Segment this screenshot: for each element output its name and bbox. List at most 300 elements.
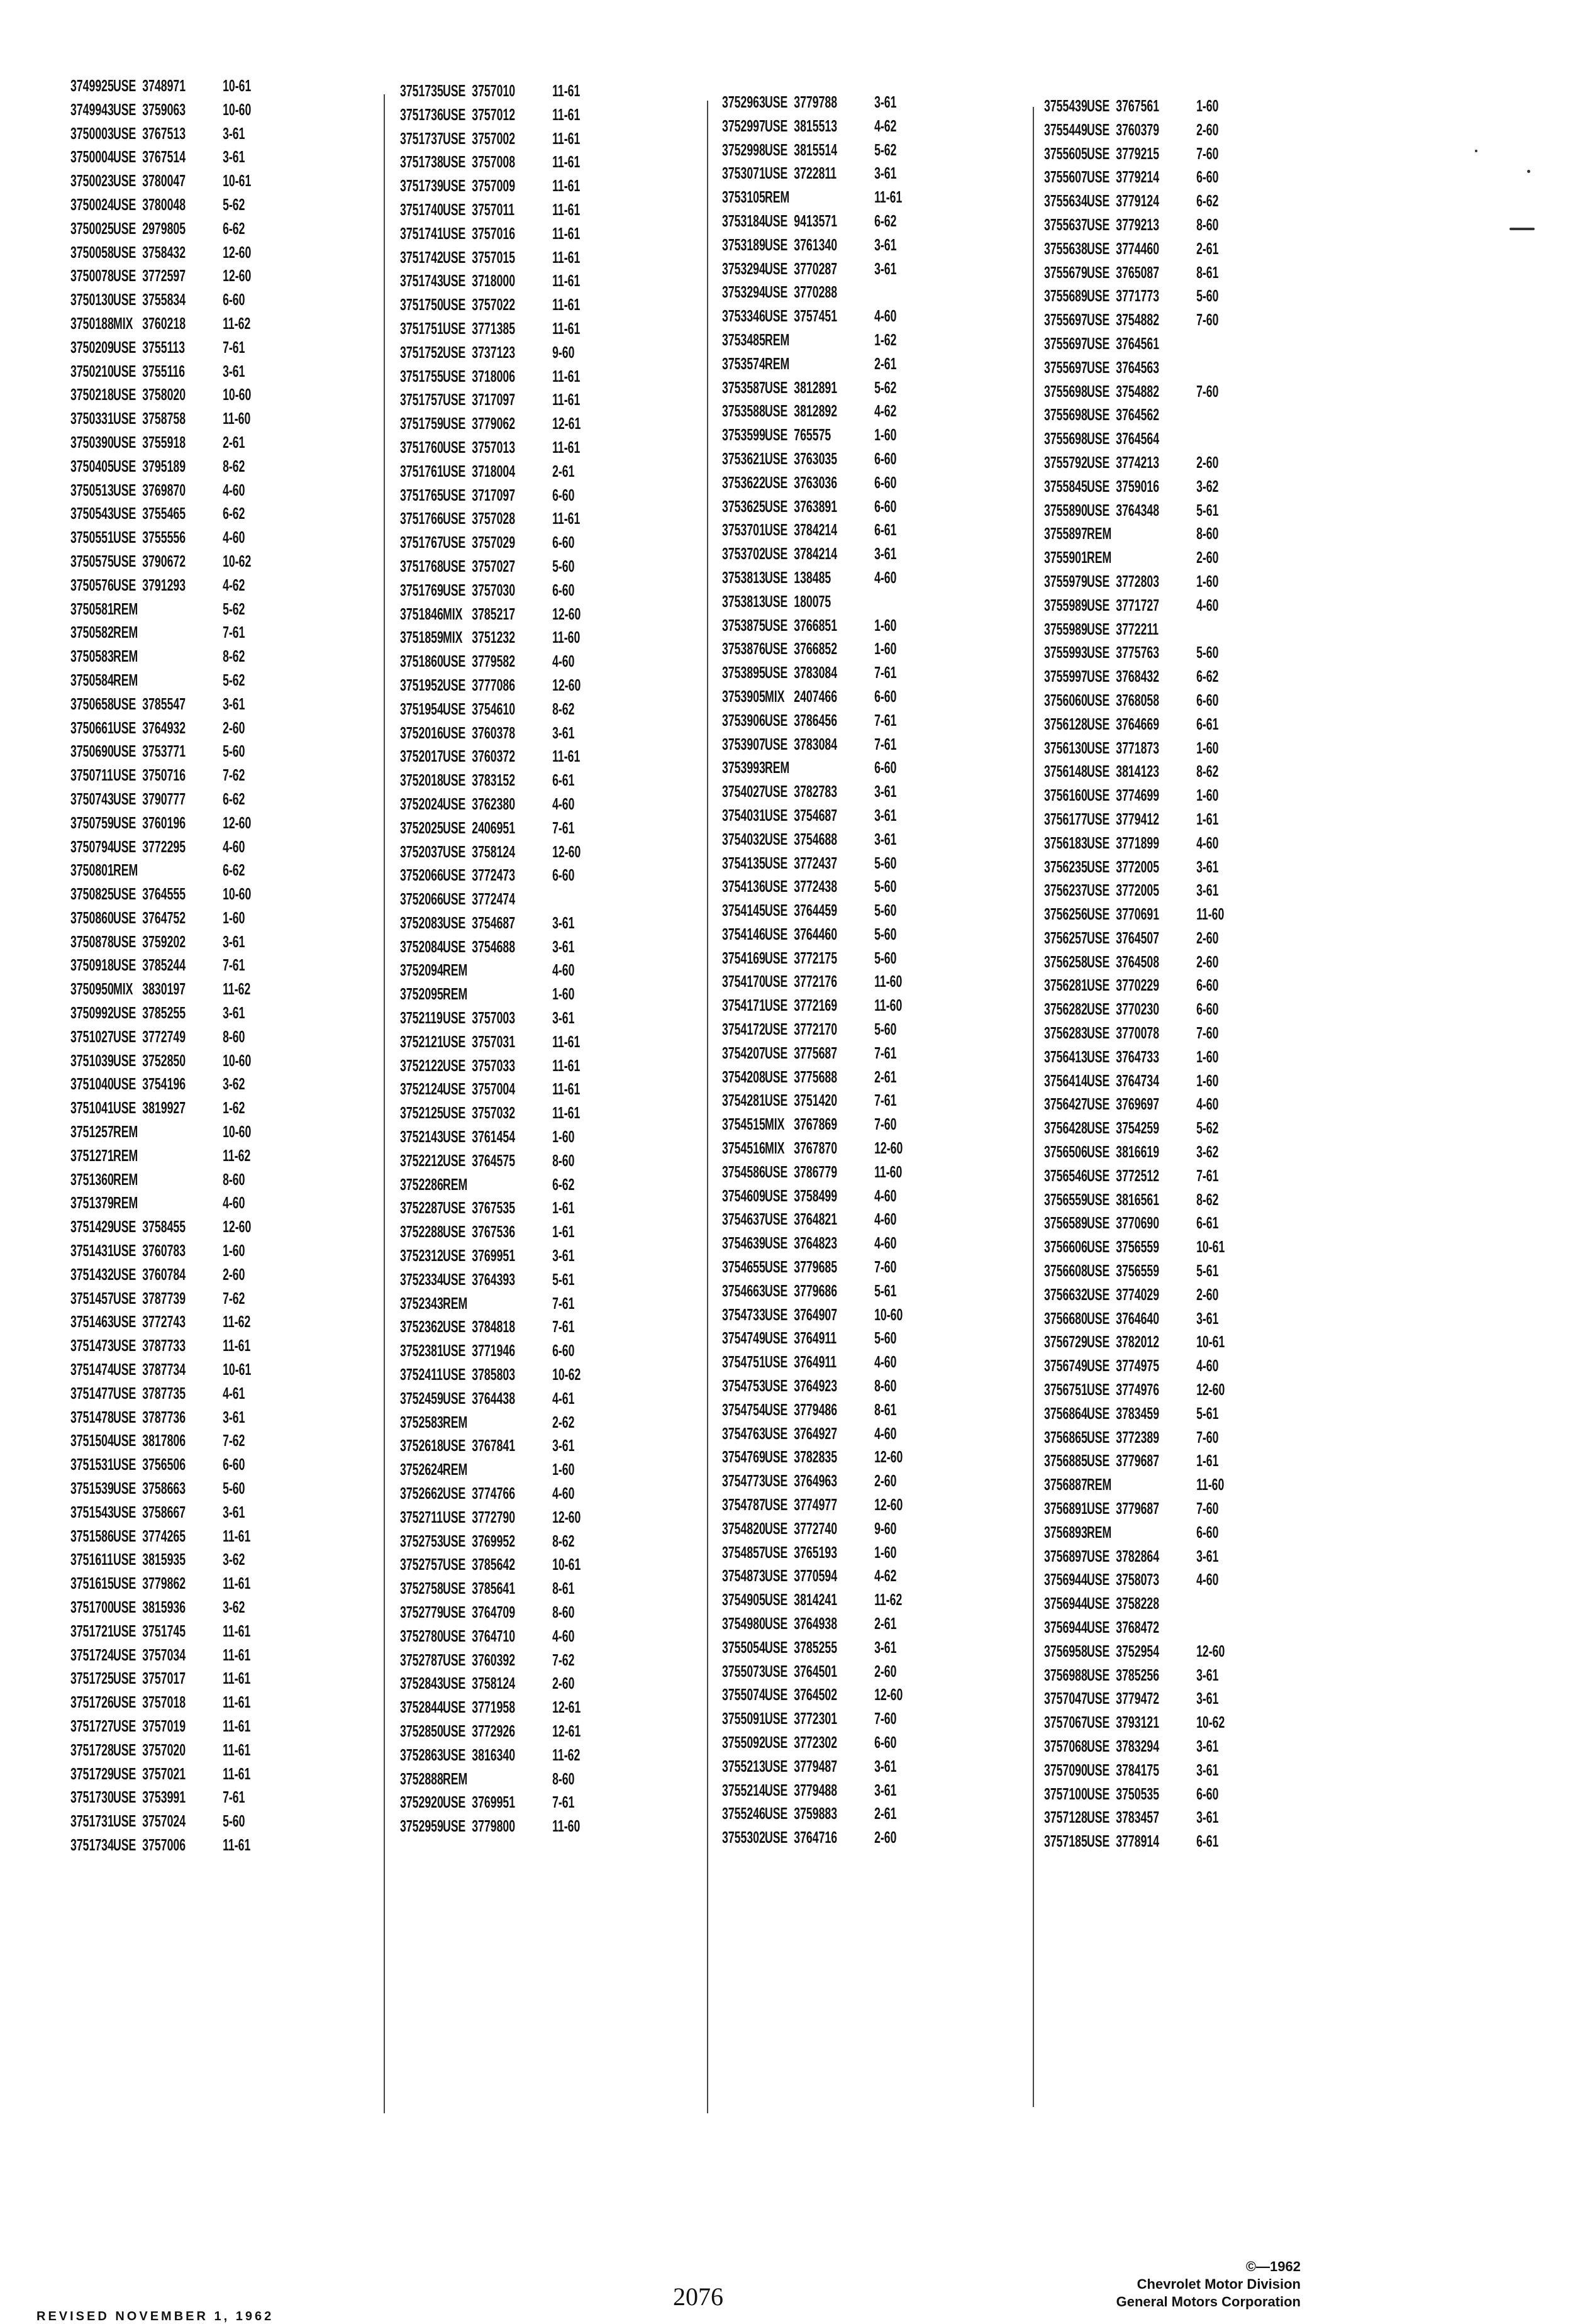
part-entry-date: 5-61 bbox=[1196, 1403, 1219, 1423]
part-entry-date: 8-60 bbox=[874, 1376, 897, 1396]
part-entry-ref: 3780048 bbox=[142, 194, 186, 214]
part-entry-act: REM bbox=[113, 1169, 138, 1189]
part-entry-date: 3-61 bbox=[1196, 1689, 1219, 1708]
part-entry-ref: 3760372 bbox=[472, 747, 516, 766]
part-entry-part: 3756751 bbox=[1044, 1380, 1087, 1399]
part-entry-date: 4-60 bbox=[874, 567, 897, 587]
part-entry-ref: 3779472 bbox=[1116, 1689, 1160, 1708]
part-entry-act: USE bbox=[443, 913, 466, 932]
part-entry-act: REM bbox=[443, 1293, 468, 1313]
part-entry-ref: 3814123 bbox=[1116, 762, 1160, 781]
part-entry-date: 1-60 bbox=[1196, 96, 1219, 115]
part-entry-ref: 3771899 bbox=[1116, 833, 1160, 852]
part-entry-act: USE bbox=[113, 385, 136, 404]
part-entry-date: 3-61 bbox=[552, 1246, 575, 1265]
part-entry-act: USE bbox=[113, 1288, 136, 1308]
part-entry-part: 3754873 bbox=[722, 1566, 765, 1586]
part-entry-part: 3752016 bbox=[400, 723, 443, 742]
part-entry-date: 11-60 bbox=[874, 996, 903, 1015]
part-entry-ref: 3779412 bbox=[1116, 809, 1160, 828]
part-entry-date: 1-60 bbox=[1196, 1070, 1219, 1090]
part-entry-part: 3755845 bbox=[1044, 476, 1087, 496]
part-entry-date: 4-60 bbox=[552, 794, 575, 813]
part-entry-act: USE bbox=[113, 1431, 136, 1450]
part-entry-ref: 3758667 bbox=[142, 1502, 186, 1521]
part-entry-date: 2-61 bbox=[552, 461, 575, 481]
part-entry-date: 10-61 bbox=[223, 1360, 252, 1379]
part-entry-part: 3754787 bbox=[722, 1495, 765, 1515]
part-entry-part: 3755698 bbox=[1044, 405, 1087, 425]
part-entry-ref: 3764640 bbox=[1116, 1308, 1160, 1328]
part-entry-ref: 3752954 bbox=[1116, 1641, 1160, 1660]
part-entry-part: 3750218 bbox=[70, 385, 114, 404]
part-entry-ref: 3790672 bbox=[142, 551, 186, 570]
part-entry-act: USE bbox=[113, 1360, 136, 1379]
part-entry-date: 5-60 bbox=[874, 1328, 897, 1348]
part-entry-act: USE bbox=[765, 1020, 788, 1039]
column-divider bbox=[707, 101, 708, 2113]
part-entry-act: USE bbox=[113, 1098, 136, 1118]
part-entry-part: 3756893 bbox=[1044, 1522, 1087, 1542]
part-entry-date: 6-60 bbox=[1196, 690, 1219, 709]
part-entry-ref: 3737123 bbox=[472, 342, 516, 362]
part-entry-ref: 3785642 bbox=[472, 1555, 516, 1574]
part-entry-part: 3756258 bbox=[1044, 952, 1087, 971]
part-entry-act: USE bbox=[1087, 214, 1110, 234]
part-entry-date: 7-61 bbox=[874, 1043, 897, 1062]
part-entry-ref: 3717097 bbox=[472, 390, 516, 409]
part-entry-act: USE bbox=[443, 747, 466, 766]
part-entry-part: 3756897 bbox=[1044, 1546, 1087, 1565]
part-entry-act: USE bbox=[1087, 1499, 1110, 1518]
part-entry-ref: 3785641 bbox=[472, 1579, 516, 1598]
part-entry-part: 3753625 bbox=[722, 496, 765, 516]
part-entry-date: 5-60 bbox=[874, 853, 897, 872]
part-entry-act: USE bbox=[765, 591, 788, 611]
part-entry-date: 8-60 bbox=[223, 1169, 245, 1189]
part-entry-part: 3752381 bbox=[400, 1341, 443, 1360]
part-entry-act: USE bbox=[443, 128, 466, 148]
part-entry-part: 3751952 bbox=[400, 675, 443, 694]
part-entry-act: USE bbox=[765, 615, 788, 635]
part-entry-ref: 3758020 bbox=[142, 385, 186, 404]
part-entry-part: 3756559 bbox=[1044, 1189, 1087, 1209]
part-entry-part: 3755698 bbox=[1044, 381, 1087, 401]
part-entry-part: 3751765 bbox=[400, 485, 443, 504]
part-entry-part: 3750210 bbox=[70, 361, 114, 381]
part-entry-date: 4-60 bbox=[223, 837, 245, 856]
part-entry-part: 3754637 bbox=[722, 1209, 765, 1229]
part-entry-date: 11-61 bbox=[552, 247, 581, 267]
part-entry-date: 7-60 bbox=[874, 1709, 897, 1728]
part-entry-ref: 3757010 bbox=[472, 81, 516, 100]
part-entry-act: USE bbox=[1087, 976, 1110, 995]
part-entry-date: 3-61 bbox=[874, 805, 897, 825]
part-entry-date: 6-62 bbox=[223, 789, 245, 808]
part-entry-ref: 3760218 bbox=[142, 313, 186, 333]
part-entry-ref: 3774213 bbox=[1116, 452, 1160, 472]
part-entry-act: USE bbox=[1087, 1047, 1110, 1066]
part-entry-ref: 3774975 bbox=[1116, 1356, 1160, 1376]
part-entry-date: 11-61 bbox=[223, 1693, 251, 1712]
part-entry-part: 3755901 bbox=[1044, 548, 1087, 567]
part-entry-act: USE bbox=[443, 1008, 466, 1028]
part-entry-ref: 3764963 bbox=[794, 1471, 838, 1491]
part-entry-ref: 3772005 bbox=[1116, 881, 1160, 900]
part-entry-date: 11-61 bbox=[552, 1055, 581, 1075]
part-entry-act: USE bbox=[1087, 1736, 1110, 1755]
part-entry-date: 2-60 bbox=[1196, 952, 1219, 971]
part-entry-ref: 3755116 bbox=[142, 361, 186, 381]
part-entry-date: 12-61 bbox=[552, 1721, 581, 1740]
part-entry-part: 3752624 bbox=[400, 1460, 443, 1479]
part-entry-part: 3750078 bbox=[70, 266, 114, 286]
part-entry-date: 11-62 bbox=[223, 1312, 251, 1332]
part-entry-date: 1-60 bbox=[874, 425, 897, 445]
part-entry-part: 3754586 bbox=[722, 1162, 765, 1181]
part-entry-part: 3755698 bbox=[1044, 429, 1087, 448]
part-entry-act: USE bbox=[113, 931, 136, 951]
part-entry-part: 3752844 bbox=[400, 1698, 443, 1717]
part-entry-date: 11-61 bbox=[552, 1031, 581, 1051]
part-entry-part: 3754032 bbox=[722, 829, 765, 848]
part-entry-date: 1-61 bbox=[552, 1198, 575, 1218]
part-entry-act: USE bbox=[765, 496, 788, 516]
part-entry-act: USE bbox=[1087, 762, 1110, 781]
part-entry-date: 11-61 bbox=[223, 1835, 251, 1854]
part-entry-part: 3751725 bbox=[70, 1669, 114, 1688]
part-entry-act: USE bbox=[443, 176, 466, 196]
part-entry-part: 3752037 bbox=[400, 842, 443, 861]
part-entry-date: 11-62 bbox=[223, 313, 251, 333]
part-entry-ref: 3772743 bbox=[142, 1312, 186, 1332]
part-entry-date: 10-62 bbox=[1196, 1713, 1225, 1732]
part-entry-date: 10-60 bbox=[223, 1050, 252, 1070]
part-entry-part: 3757090 bbox=[1044, 1760, 1087, 1779]
part-entry-ref: 3779686 bbox=[794, 1281, 838, 1300]
part-entry-ref: 3779062 bbox=[472, 414, 516, 433]
part-entry-ref: 3770594 bbox=[794, 1566, 838, 1586]
part-entry-date: 6-60 bbox=[1196, 1522, 1219, 1542]
part-entry-part: 3757128 bbox=[1044, 1808, 1087, 1827]
part-entry-date: 1-60 bbox=[1196, 1047, 1219, 1066]
part-entry-date: 1-60 bbox=[1196, 786, 1219, 805]
part-entry-date: 2-61 bbox=[874, 1614, 897, 1633]
part-entry-act: USE bbox=[113, 1716, 136, 1735]
part-entry-date: 6-60 bbox=[874, 496, 897, 516]
part-entry-act: USE bbox=[443, 1388, 466, 1408]
part-entry-ref: 3757009 bbox=[472, 176, 516, 196]
part-entry-part: 3753905 bbox=[722, 686, 765, 706]
part-entry-date: 2-60 bbox=[223, 718, 245, 737]
part-entry-ref: 3772437 bbox=[794, 853, 838, 872]
part-entry-act: USE bbox=[765, 1304, 788, 1324]
part-entry-date: 3-61 bbox=[874, 259, 897, 278]
part-entry-part: 3752998 bbox=[722, 140, 765, 159]
part-entry-act: USE bbox=[765, 1542, 788, 1562]
part-entry-act: USE bbox=[1087, 1618, 1110, 1637]
copyright-notice: ©—1962 bbox=[1245, 2259, 1301, 2274]
part-entry-part: 3751474 bbox=[70, 1360, 114, 1379]
part-entry-date: 3-61 bbox=[223, 147, 245, 167]
part-entry-act: USE bbox=[1087, 1427, 1110, 1447]
part-entry-date: 11-61 bbox=[223, 1716, 251, 1735]
part-entry-date: 11-61 bbox=[552, 295, 581, 314]
part-entry-act: USE bbox=[113, 1407, 136, 1426]
part-entry-date: 12-60 bbox=[223, 242, 252, 262]
part-entry-part: 3751429 bbox=[70, 1217, 114, 1237]
part-entry-act: USE bbox=[443, 1246, 466, 1265]
part-entry-date: 3-61 bbox=[874, 1780, 897, 1799]
part-entry-ref: 3770078 bbox=[1116, 1023, 1160, 1043]
part-entry-act: USE bbox=[765, 1637, 788, 1657]
part-entry-act: USE bbox=[765, 1661, 788, 1681]
part-entry-part: 3751729 bbox=[70, 1764, 114, 1783]
part-entry-ref: 3752850 bbox=[142, 1050, 186, 1070]
part-entry-act: USE bbox=[1087, 857, 1110, 876]
part-entry-ref: 3764575 bbox=[472, 1150, 516, 1170]
part-entry-act: USE bbox=[113, 1621, 136, 1640]
part-entry-part: 3752312 bbox=[400, 1246, 443, 1265]
part-entry-ref: 3759202 bbox=[142, 931, 186, 951]
part-entry-date: 11-61 bbox=[223, 1526, 251, 1545]
part-entry-ref: 3764911 bbox=[794, 1328, 837, 1348]
part-entry-date: 2-60 bbox=[1196, 1284, 1219, 1304]
part-entry-ref: 3754687 bbox=[794, 805, 838, 825]
part-entry-part: 3757067 bbox=[1044, 1713, 1087, 1732]
part-entry-part: 3756177 bbox=[1044, 809, 1087, 828]
part-entry-part: 3756148 bbox=[1044, 762, 1087, 781]
part-entry-date: 2-62 bbox=[552, 1412, 575, 1432]
part-entry-ref: 3782835 bbox=[794, 1447, 838, 1467]
part-entry-date: 5-61 bbox=[552, 1269, 575, 1289]
part-entry-act: USE bbox=[443, 437, 466, 457]
part-entry-date: 4-60 bbox=[874, 1209, 897, 1229]
part-entry-part: 3753574 bbox=[722, 353, 765, 373]
part-entry-act: USE bbox=[1087, 1380, 1110, 1399]
part-entry-date: 2-60 bbox=[1196, 548, 1219, 567]
part-entry-act: USE bbox=[113, 409, 136, 428]
part-entry-act: USE bbox=[443, 1721, 466, 1740]
part-entry-date: 6-60 bbox=[874, 758, 897, 777]
part-entry-ref: 3779488 bbox=[794, 1780, 838, 1799]
part-entry-date: 7-60 bbox=[1196, 143, 1219, 163]
part-entry-date: 12-60 bbox=[874, 1447, 903, 1467]
part-entry-act: USE bbox=[113, 290, 136, 309]
part-entry-act: USE bbox=[113, 1479, 136, 1498]
part-entry-date: 11-61 bbox=[552, 390, 581, 409]
part-entry-part: 3753876 bbox=[722, 639, 765, 659]
part-entry-part: 3752143 bbox=[400, 1127, 443, 1147]
part-entry-date: 12-60 bbox=[552, 604, 581, 623]
part-entry-part: 3750711 bbox=[70, 765, 113, 785]
part-entry-part: 3751751 bbox=[400, 318, 443, 338]
part-entry-date: 7-60 bbox=[874, 1115, 897, 1134]
part-entry-date: 6-60 bbox=[552, 485, 575, 504]
part-entry-date: 12-60 bbox=[552, 842, 581, 861]
part-entry-ref: 3772926 bbox=[472, 1721, 516, 1740]
part-entry-date: 3-61 bbox=[552, 1008, 575, 1028]
part-entry-act: USE bbox=[765, 1209, 788, 1229]
part-entry-date: 2-61 bbox=[874, 1067, 897, 1086]
part-entry-part: 3752863 bbox=[400, 1745, 443, 1764]
part-entry-ref: 3785256 bbox=[1116, 1665, 1160, 1684]
part-entry-part: 3752066 bbox=[400, 865, 443, 885]
part-entry-ref: 3783084 bbox=[794, 663, 838, 682]
part-entry-act: USE bbox=[443, 509, 466, 528]
part-entry-date: 6-62 bbox=[223, 218, 245, 238]
part-entry-ref: 3758432 bbox=[142, 242, 186, 262]
part-entry-date: 12-60 bbox=[223, 266, 252, 286]
part-entry-act: USE bbox=[113, 1074, 136, 1094]
part-entry-ref: 3775687 bbox=[794, 1043, 838, 1062]
part-entry-act: USE bbox=[113, 1787, 136, 1807]
part-entry-part: 3751478 bbox=[70, 1407, 114, 1426]
part-entry-part: 3752119 bbox=[400, 1008, 443, 1028]
part-entry-date: 4-60 bbox=[1196, 833, 1219, 852]
part-entry-part: 3751543 bbox=[70, 1502, 114, 1521]
part-entry-part: 3756427 bbox=[1044, 1094, 1087, 1114]
part-entry-date: 5-60 bbox=[223, 742, 245, 761]
part-entry-date: 11-62 bbox=[552, 1745, 581, 1764]
part-entry-date: 11-61 bbox=[552, 176, 581, 196]
part-entry-ref: 3779862 bbox=[142, 1574, 186, 1593]
part-entry-act: USE bbox=[113, 123, 136, 143]
part-entry-date: 3-61 bbox=[1196, 857, 1219, 876]
part-entry-date: 5-60 bbox=[874, 924, 897, 943]
part-entry-ref: 3772512 bbox=[1116, 1165, 1160, 1185]
part-entry-act: MIX bbox=[113, 313, 133, 333]
part-entry-date: 3-61 bbox=[1196, 1736, 1219, 1755]
part-entry-date: 7-61 bbox=[552, 1317, 575, 1337]
part-entry-part: 3755997 bbox=[1044, 667, 1087, 686]
part-entry-act: USE bbox=[443, 1793, 466, 1812]
part-entry-part: 3751740 bbox=[400, 199, 443, 219]
division-name: Chevrolet Motor Division bbox=[1137, 2276, 1301, 2292]
part-entry-ref: 3717097 bbox=[472, 485, 516, 504]
part-entry-ref: 3764507 bbox=[1116, 928, 1160, 947]
part-entry-part: 3753184 bbox=[722, 211, 765, 230]
part-entry-date: 3-61 bbox=[223, 1502, 245, 1521]
part-entry-date: 8-60 bbox=[552, 1150, 575, 1170]
part-entry-ref: 3779486 bbox=[794, 1399, 838, 1419]
part-entry-act: USE bbox=[443, 842, 466, 861]
part-entry-date: 8-60 bbox=[552, 1603, 575, 1621]
part-entry-part: 3753621 bbox=[722, 448, 765, 468]
part-entry-date: 6-60 bbox=[552, 1341, 575, 1360]
part-entry-ref: 3772301 bbox=[794, 1709, 838, 1728]
part-entry-ref: 3767535 bbox=[472, 1198, 516, 1218]
part-entry-ref: 3771727 bbox=[1116, 595, 1160, 614]
part-entry-date: 3-61 bbox=[552, 937, 575, 956]
part-entry-act: USE bbox=[765, 853, 788, 872]
part-entry-part: 3756428 bbox=[1044, 1118, 1087, 1138]
part-entry-act: USE bbox=[765, 1186, 788, 1205]
part-entry-act: USE bbox=[1087, 405, 1110, 425]
part-entry-act: USE bbox=[765, 211, 788, 230]
part-entry-part: 3751726 bbox=[70, 1693, 114, 1712]
part-entry-act: USE bbox=[1087, 1665, 1110, 1684]
part-entry-act: USE bbox=[1087, 1237, 1110, 1257]
part-entry-ref: 3770691 bbox=[1116, 904, 1160, 924]
part-entry-part: 3756891 bbox=[1044, 1499, 1087, 1518]
part-entry-date: 6-60 bbox=[552, 865, 575, 885]
part-entry-ref: 3768432 bbox=[1116, 667, 1160, 686]
part-entry-act: USE bbox=[443, 81, 466, 100]
part-entry-act: REM bbox=[443, 1412, 468, 1432]
part-entry-act: USE bbox=[443, 485, 466, 504]
part-entry-act: USE bbox=[443, 1626, 466, 1645]
part-entry-date: 3-61 bbox=[1196, 1760, 1219, 1779]
part-entry-part: 3751271 bbox=[70, 1145, 114, 1165]
part-entry-date: 5-62 bbox=[874, 140, 897, 159]
part-entry-part: 3757068 bbox=[1044, 1736, 1087, 1755]
part-entry-date: 3-62 bbox=[223, 1598, 245, 1616]
part-entry-ref: 3787739 bbox=[142, 1288, 186, 1308]
part-entry-date: 5-62 bbox=[223, 599, 245, 618]
part-entry-part: 3751735 bbox=[400, 81, 443, 100]
part-entry-date: 6-60 bbox=[1196, 976, 1219, 995]
part-entry-act: USE bbox=[1087, 1808, 1110, 1827]
part-entry-date: 7-61 bbox=[223, 623, 245, 642]
part-entry-part: 3750582 bbox=[70, 623, 114, 642]
part-entry-ref: 3767870 bbox=[794, 1138, 838, 1158]
part-entry-act: USE bbox=[765, 92, 788, 111]
part-entry-part: 3756680 bbox=[1044, 1308, 1087, 1328]
part-entry-date: 1-60 bbox=[223, 908, 245, 927]
part-entry-act: USE bbox=[443, 271, 466, 291]
part-entry-act: USE bbox=[443, 1555, 466, 1574]
part-entry-act: USE bbox=[765, 877, 788, 896]
part-entry-ref: 3779788 bbox=[794, 92, 838, 111]
part-entry-act: REM bbox=[765, 353, 790, 373]
part-entry-date: 6-62 bbox=[552, 1174, 575, 1194]
part-entry-ref: 3764561 bbox=[1116, 333, 1160, 353]
part-entry-date: 4-60 bbox=[552, 652, 575, 671]
part-entry-ref: 3785244 bbox=[142, 955, 186, 975]
part-entry-act: USE bbox=[113, 884, 136, 904]
part-entry-date: 3-61 bbox=[874, 92, 897, 111]
part-entry-date: 6-61 bbox=[1196, 1213, 1219, 1233]
part-entry-part: 3750024 bbox=[70, 194, 114, 214]
scan-mark bbox=[1509, 228, 1535, 230]
part-entry-date: 11-62 bbox=[874, 1590, 903, 1610]
part-entry-date: 11-61 bbox=[874, 187, 903, 207]
part-entry-date: 1-61 bbox=[1196, 809, 1219, 828]
part-entry-ref: 3783459 bbox=[1116, 1403, 1160, 1423]
part-entry-act: REM bbox=[113, 599, 138, 618]
part-entry-ref: 3757451 bbox=[794, 306, 838, 326]
part-entry-act: USE bbox=[1087, 643, 1110, 662]
part-entry-part: 3752094 bbox=[400, 960, 443, 980]
part-entry-part: 3751755 bbox=[400, 366, 443, 386]
part-entry-date: 11-61 bbox=[552, 104, 581, 124]
part-entry-date: 8-62 bbox=[552, 699, 575, 718]
part-entry-act: USE bbox=[113, 1383, 136, 1403]
part-entry-ref: 3764710 bbox=[472, 1626, 516, 1645]
part-entry-act: USE bbox=[113, 1740, 136, 1759]
part-entry-act: USE bbox=[765, 1399, 788, 1419]
part-entry-part: 3750188 bbox=[70, 313, 114, 333]
part-entry-part: 3754170 bbox=[722, 972, 765, 991]
part-entry-act: REM bbox=[1087, 524, 1112, 543]
part-entry-act: USE bbox=[765, 1780, 788, 1799]
part-entry-ref: 3771873 bbox=[1116, 738, 1160, 757]
part-entry-ref: 3778914 bbox=[1116, 1832, 1160, 1851]
part-entry-ref: 3764823 bbox=[794, 1233, 838, 1253]
part-entry-part: 3753702 bbox=[722, 544, 765, 564]
part-entry-part: 3755073 bbox=[722, 1661, 765, 1681]
